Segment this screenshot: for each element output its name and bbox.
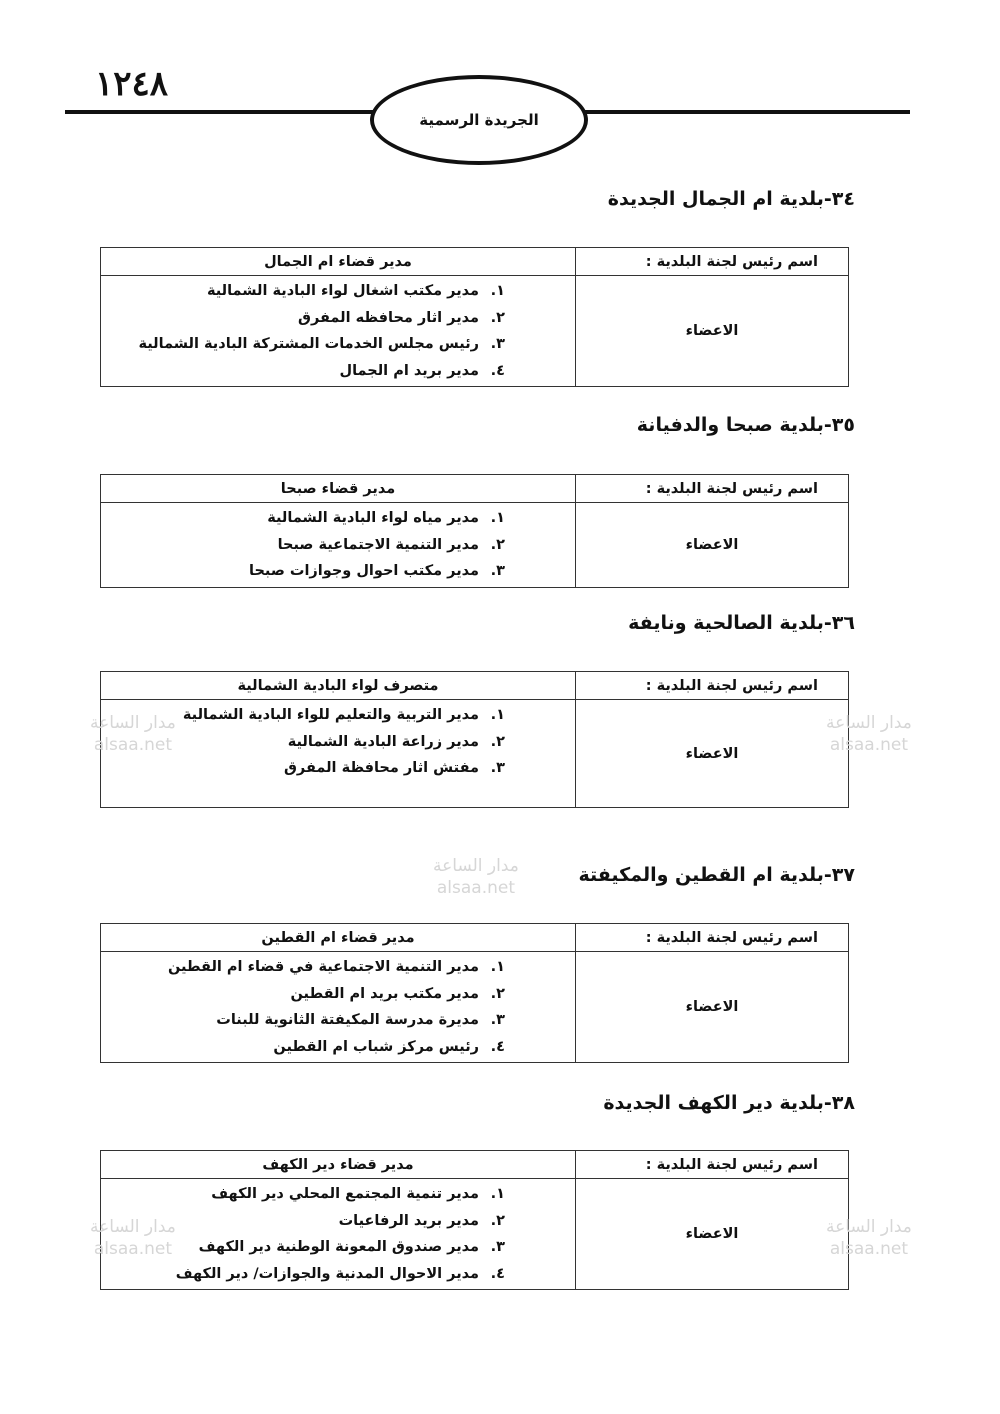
member-text: مدير صندوق المعونة الوطنية دير الكهف bbox=[198, 1239, 479, 1255]
member-number: ١. bbox=[490, 959, 505, 975]
gazette-name-oval bbox=[370, 75, 588, 165]
member-text: مدير مكتب احوال وجوازات صبحا bbox=[249, 563, 479, 579]
member-item bbox=[101, 981, 505, 1008]
section-title: ٣٥-بلدية صبحا والدفيانة bbox=[636, 414, 855, 436]
members-cell bbox=[101, 952, 576, 1063]
member-item bbox=[101, 1034, 505, 1061]
member-text: مدير مكتب اشغال لواء البادية الشمالية bbox=[206, 283, 479, 299]
member-text: مدير الاحوال المدنية والجوازات/ دير الكهف bbox=[175, 1265, 479, 1282]
member-item bbox=[101, 331, 505, 358]
watermark-arabic: مدار الساعة bbox=[826, 713, 912, 733]
members-list bbox=[101, 505, 575, 585]
member-item bbox=[101, 1181, 505, 1208]
member-number: ٢. bbox=[490, 985, 505, 1002]
committee-table bbox=[100, 671, 849, 808]
head-row bbox=[101, 924, 849, 952]
gazette-name: الجريدة الرسمية bbox=[419, 111, 539, 129]
committee-table bbox=[100, 923, 849, 1063]
member-number: ٢. bbox=[490, 309, 505, 326]
head-value: مدير قضاء صبحا bbox=[101, 475, 576, 503]
member-text: مدير اثار محافظه المفرق bbox=[297, 309, 479, 326]
member-number: ١. bbox=[490, 707, 505, 723]
section-title: ٣٤-بلدية ام الجمال الجديدة bbox=[607, 188, 855, 210]
member-text: مدير زراعة البادية الشمالية bbox=[287, 733, 479, 750]
member-text: مدير مياه لواء البادية الشمالية bbox=[267, 510, 479, 526]
watermark bbox=[90, 712, 176, 756]
member-item bbox=[101, 1261, 505, 1288]
member-number: ٢. bbox=[490, 536, 505, 553]
head-label: اسم رئيس لجنة البلدية : bbox=[576, 475, 849, 503]
members-label: الاعضاء bbox=[576, 503, 849, 588]
member-text: مدير التنمية الاجتماعية في قضاء ام القطين bbox=[167, 959, 479, 975]
member-text: مفتش اثار محافظة المفرق bbox=[283, 760, 479, 776]
head-label: اسم رئيس لجنة البلدية : bbox=[576, 248, 849, 276]
member-text: مدير بريد ام الجمال bbox=[339, 362, 479, 379]
watermark-latin: alsaa.net bbox=[436, 878, 515, 898]
members-row bbox=[101, 700, 849, 808]
member-text: رئيس مركز شباب ام القطين bbox=[273, 1038, 479, 1055]
head-label: اسم رئيس لجنة البلدية : bbox=[576, 924, 849, 952]
members-row bbox=[101, 276, 849, 387]
members-row bbox=[101, 952, 849, 1063]
head-label: اسم رئيس لجنة البلدية : bbox=[576, 1151, 849, 1179]
member-item bbox=[101, 558, 505, 585]
head-row bbox=[101, 672, 849, 700]
member-text: مدير التربية والتعليم للواء البادية الشمالية bbox=[182, 707, 479, 723]
watermark-arabic: مدار الساعة bbox=[90, 713, 176, 733]
section-title: ٣٦-بلدية الصالحية ونايفة bbox=[628, 612, 855, 634]
watermark-latin: alsaa.net bbox=[829, 1239, 908, 1259]
watermark-latin: alsaa.net bbox=[829, 735, 908, 755]
member-number: ١. bbox=[490, 510, 505, 526]
members-row bbox=[101, 1179, 849, 1290]
head-row bbox=[101, 1151, 849, 1179]
member-number: ٣. bbox=[490, 336, 505, 352]
member-number: ٣. bbox=[490, 1239, 505, 1255]
member-number: ٤. bbox=[490, 1265, 505, 1282]
member-number: ٢. bbox=[490, 733, 505, 750]
committee-table bbox=[100, 1150, 849, 1290]
member-number: ٣. bbox=[490, 760, 505, 776]
page-number: ١٢٤٨ bbox=[95, 64, 169, 104]
watermark bbox=[90, 1216, 176, 1260]
watermark-arabic: مدار الساعة bbox=[433, 856, 519, 876]
member-item bbox=[101, 358, 505, 385]
head-row bbox=[101, 248, 849, 276]
member-number: ١. bbox=[490, 283, 505, 299]
member-item bbox=[101, 278, 505, 305]
watermark bbox=[826, 1216, 912, 1260]
watermark-arabic: مدار الساعة bbox=[90, 1217, 176, 1237]
member-item bbox=[101, 1007, 505, 1034]
head-value: مدير قضاء دير الكهف bbox=[101, 1151, 576, 1179]
head-value: متصرف لواء البادية الشمالية bbox=[101, 672, 576, 700]
member-text: مدير تنمية المجتمع المحلي دير الكهف bbox=[211, 1186, 479, 1202]
members-cell bbox=[101, 276, 576, 387]
member-item bbox=[101, 954, 505, 981]
member-number: ٣. bbox=[490, 1012, 505, 1028]
member-number: ١. bbox=[490, 1186, 505, 1202]
committee-table bbox=[100, 247, 849, 387]
head-row bbox=[101, 475, 849, 503]
head-value: مدير قضاء ام القطين bbox=[101, 924, 576, 952]
member-text: مديرة مدرسة المكيفتة الثانوية للبنات bbox=[216, 1012, 479, 1028]
members-label: الاعضاء bbox=[576, 1179, 849, 1290]
members-label: الاعضاء bbox=[576, 700, 849, 808]
watermark bbox=[826, 712, 912, 756]
member-text: رئيس مجلس الخدمات المشتركة البادية الشمالية bbox=[138, 336, 479, 352]
head-label: اسم رئيس لجنة البلدية : bbox=[576, 672, 849, 700]
members-row bbox=[101, 503, 849, 588]
member-number: ٢. bbox=[490, 1212, 505, 1229]
section-title: ٣٨-بلدية دير الكهف الجديدة bbox=[603, 1092, 855, 1114]
member-item bbox=[101, 505, 505, 532]
member-number: ٣. bbox=[490, 563, 505, 579]
members-label: الاعضاء bbox=[576, 952, 849, 1063]
section-title: ٣٧-بلدية ام القطين والمكيفتة bbox=[578, 864, 855, 886]
members-list bbox=[101, 278, 575, 384]
member-number: ٤. bbox=[490, 362, 505, 379]
head-value: مدير قضاء ام الجمال bbox=[101, 248, 576, 276]
member-item bbox=[101, 305, 505, 332]
member-text: مدير مكتب بريد ام القطين bbox=[290, 985, 479, 1002]
member-text: مدير التنمية الاجتماعية صبحا bbox=[277, 536, 479, 553]
members-label: الاعضاء bbox=[576, 276, 849, 387]
watermark-latin: alsaa.net bbox=[93, 1239, 172, 1259]
members-cell bbox=[101, 503, 576, 588]
members-list bbox=[101, 954, 575, 1060]
member-text: مدير بريد الرفاعيات bbox=[338, 1212, 479, 1229]
watermark-arabic: مدار الساعة bbox=[826, 1217, 912, 1237]
committee-table bbox=[100, 474, 849, 588]
watermark bbox=[433, 855, 519, 899]
member-item bbox=[101, 755, 505, 782]
watermark-latin: alsaa.net bbox=[93, 735, 172, 755]
member-item bbox=[101, 532, 505, 559]
member-number: ٤. bbox=[490, 1038, 505, 1055]
